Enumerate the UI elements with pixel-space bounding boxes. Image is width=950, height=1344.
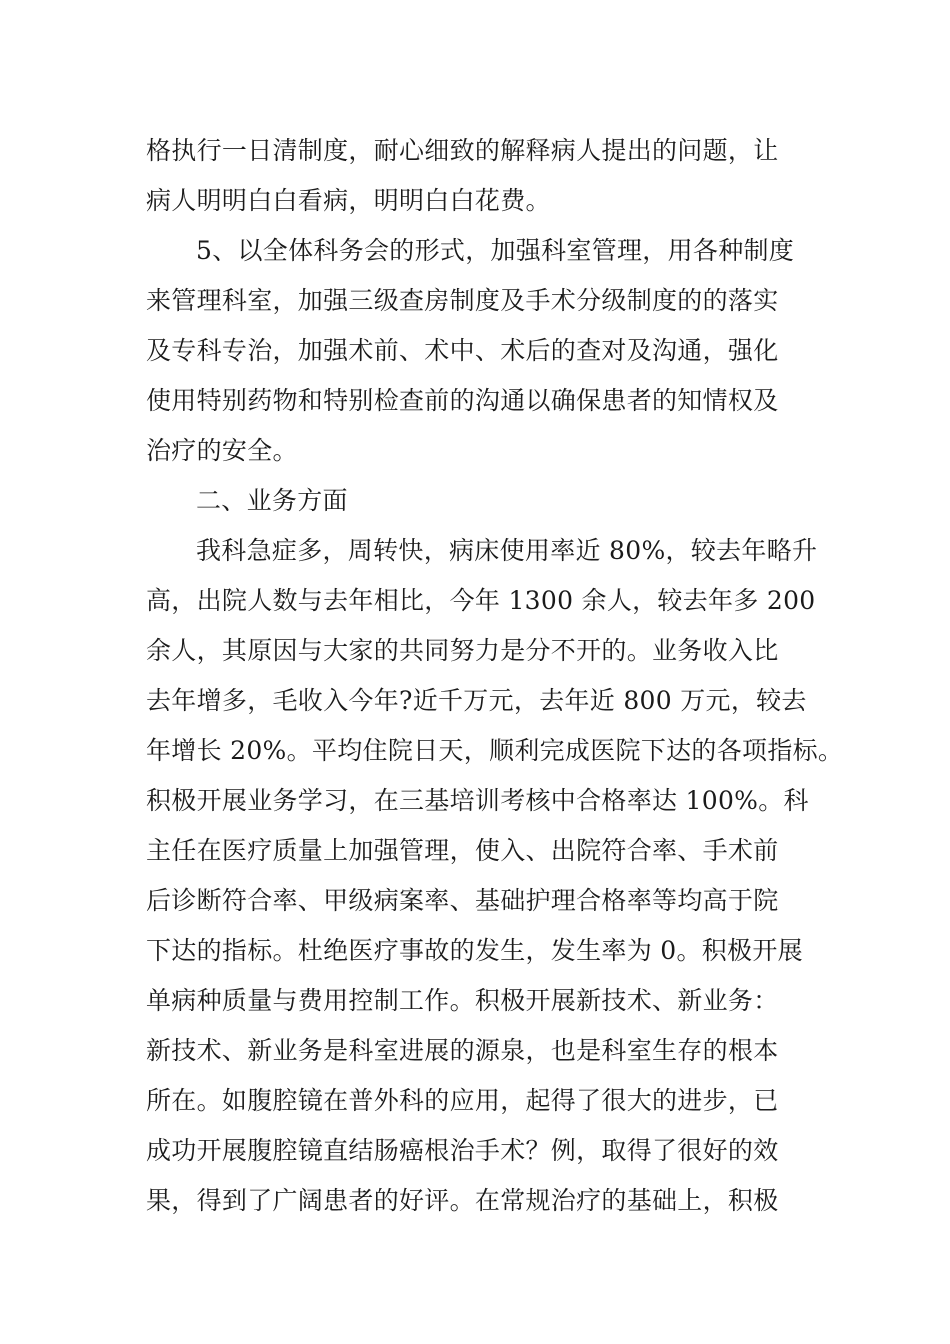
text-line: 余人，其原因与大家的共同努力是分不开的。业务收入比 bbox=[146, 636, 779, 665]
text-line: 积极开展业务学习，在三基培训考核中合格率达 100%。科 bbox=[146, 786, 809, 815]
text-line: 高，出院人数与去年相比，今年 1300 余人，较去年多 200 bbox=[146, 586, 816, 615]
paragraph-start-line: 我科急症多，周转快，病床使用率近 80%，较去年略升 bbox=[196, 536, 818, 565]
text-line: 单病种质量与费用控制工作。积极开展新技术、新业务： bbox=[146, 986, 779, 1015]
text-line: 来管理科室，加强三级查房制度及手术分级制度的的落实 bbox=[146, 286, 779, 315]
text-line: 及专科专治，加强术前、术中、术后的查对及沟通，强化 bbox=[146, 336, 779, 365]
text-line: 新技术、新业务是科室进展的源泉，也是科室生存的根本 bbox=[146, 1036, 779, 1065]
text-line: 治疗的安全。 bbox=[146, 436, 298, 465]
section-heading: 二、业务方面 bbox=[196, 486, 348, 515]
paragraph-start-line: 5、以全体科务会的形式，加强科室管理，用各种制度 bbox=[196, 236, 795, 265]
text-line: 果，得到了广阔患者的好评。在常规治疗的基础上，积极 bbox=[146, 1186, 779, 1215]
text-line: 格执行一日清制度，耐心细致的解释病人提出的问题，让 bbox=[146, 136, 779, 165]
text-line: 成功开展腹腔镜直结肠癌根治手术？例，取得了很好的效 bbox=[146, 1136, 779, 1165]
text-line: 后诊断符合率、甲级病案率、基础护理合格率等均高于院 bbox=[146, 886, 779, 915]
text-line: 使用特别药物和特别检查前的沟通以确保患者的知情权及 bbox=[146, 386, 779, 415]
text-line: 年增长 20%。平均住院日天，顺利完成医院下达的各项指标。 bbox=[146, 736, 844, 765]
text-line: 主任在医疗质量上加强管理，使入、出院符合率、手术前 bbox=[146, 836, 779, 865]
text-line: 所在。如腹腔镜在普外科的应用，起得了很大的进步，已 bbox=[146, 1086, 779, 1115]
text-line: 病人明明白白看病，明明白白花费。 bbox=[146, 186, 551, 215]
text-line: 下达的指标。杜绝医疗事故的发生，发生率为 0。积极开展 bbox=[146, 936, 803, 965]
text-line: 去年增多，毛收入今年?近千万元，去年近 800 万元，较去 bbox=[146, 686, 807, 715]
